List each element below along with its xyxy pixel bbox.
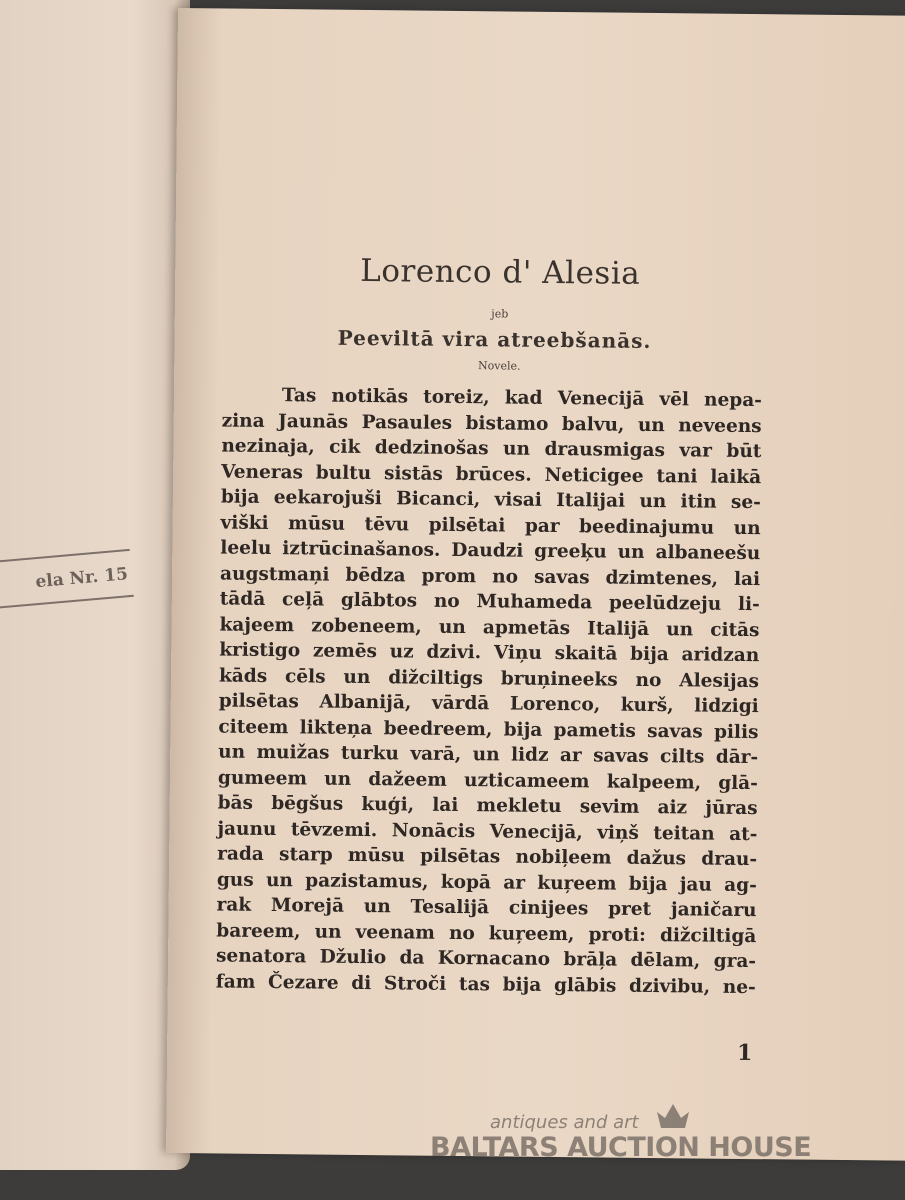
- text-line-content: leelu iztrūcinašanos. Daudzi greeķu un albaneešu: [220, 537, 761, 565]
- text-line-content: Tas notikās toreiz, kad Venecijā vēl nepa-: [281, 385, 763, 412]
- text-line-content: bija eekarojuši Bicanci, visai Italijai un itin se-: [220, 486, 761, 514]
- text-line-content: bareem, un veenam no kuŗeem, proti: dižciltigā: [216, 919, 757, 947]
- text-line-content: rada starp mūsu pilsētas nobiļeem dažus drau-: [217, 843, 758, 871]
- right-page: [166, 8, 905, 1161]
- title-conjunction: jeb: [491, 307, 509, 321]
- watermark-tagline: antiques and art: [490, 1112, 639, 1133]
- watermark-brand: BALTARS AUCTION HOUSE: [430, 1132, 812, 1163]
- crown-icon: [655, 1104, 691, 1130]
- text-line-content: gumeem un dažeem uzticameem kalpeem, glā-: [217, 766, 759, 794]
- text-line-content: bās bēgšus kuģi, lai mekletu sevim aiz jūras: [217, 792, 758, 820]
- text-line-content: kāds cēls un dižciltigs bruņineeks no Alesijas: [218, 664, 760, 692]
- text-line-content: kajeem zobeneem, un apmetās Italijā un citās: [219, 613, 760, 641]
- story-genre: Novele.: [477, 359, 521, 373]
- story-subtitle: Peeviltā vira atreebšanās.: [337, 325, 652, 353]
- text-line-content: fam Čezare di Stroči tas bija glābis dzivibu, ne-: [215, 970, 756, 998]
- text-line-content: tādā ceļā glābtos no Muhameda peelūdzeju li-: [219, 588, 760, 616]
- text-line-content: kristigo zemēs uz dzivi. Viņu skaitā bija aridzan: [219, 639, 760, 667]
- text-line: [216, 969, 756, 1000]
- watermark-logo: [430, 1108, 830, 1168]
- text-line-content: pilsētas Albanijā, vārdā Lorenco, kurš, lidzigi: [218, 690, 759, 718]
- text-line-content: augstmaņi bēdza prom no savas dzimtenes, lai: [219, 562, 761, 590]
- text-line-content: gus un pazistamus, kopā ar kuŗeem bija jau ag-: [216, 868, 757, 896]
- body-text: [216, 382, 762, 1000]
- left-page: [0, 0, 190, 1170]
- text-line-content: un muižas turku varā, un lidz ar savas cilts dār-: [218, 741, 759, 769]
- text-line-content: viški mūsu tēvu pilsētai par beedinajumu un: [220, 511, 761, 539]
- text-line-content: senatora Džulio da Kornacano brāļa dēlam, gra-: [215, 945, 757, 973]
- page-number: 1: [736, 1039, 753, 1067]
- text-line-content: jaunu tēvzemi. Nonācis Venecijā, viņš teitan at-: [217, 817, 758, 845]
- text-line-content: nezinaja, cik dedzinošas un drausmigas var būt: [221, 435, 762, 463]
- story-title: Lorenco d' Alesia: [360, 252, 641, 292]
- series-label: ela Nr. 15: [0, 549, 134, 609]
- text-line-content: zina Jaunās Pasaules bistamo balvu, un neveens: [221, 409, 762, 437]
- text-line-content: citeem likteņa beedreem, bija pametis savas pilis: [218, 715, 759, 743]
- text-line-content: rak Morejā un Tesalijā cinijees pret janičaru: [216, 894, 757, 922]
- text-line-content: Veneras bultu sistās brūces. Neticigee tani laikā: [221, 460, 762, 488]
